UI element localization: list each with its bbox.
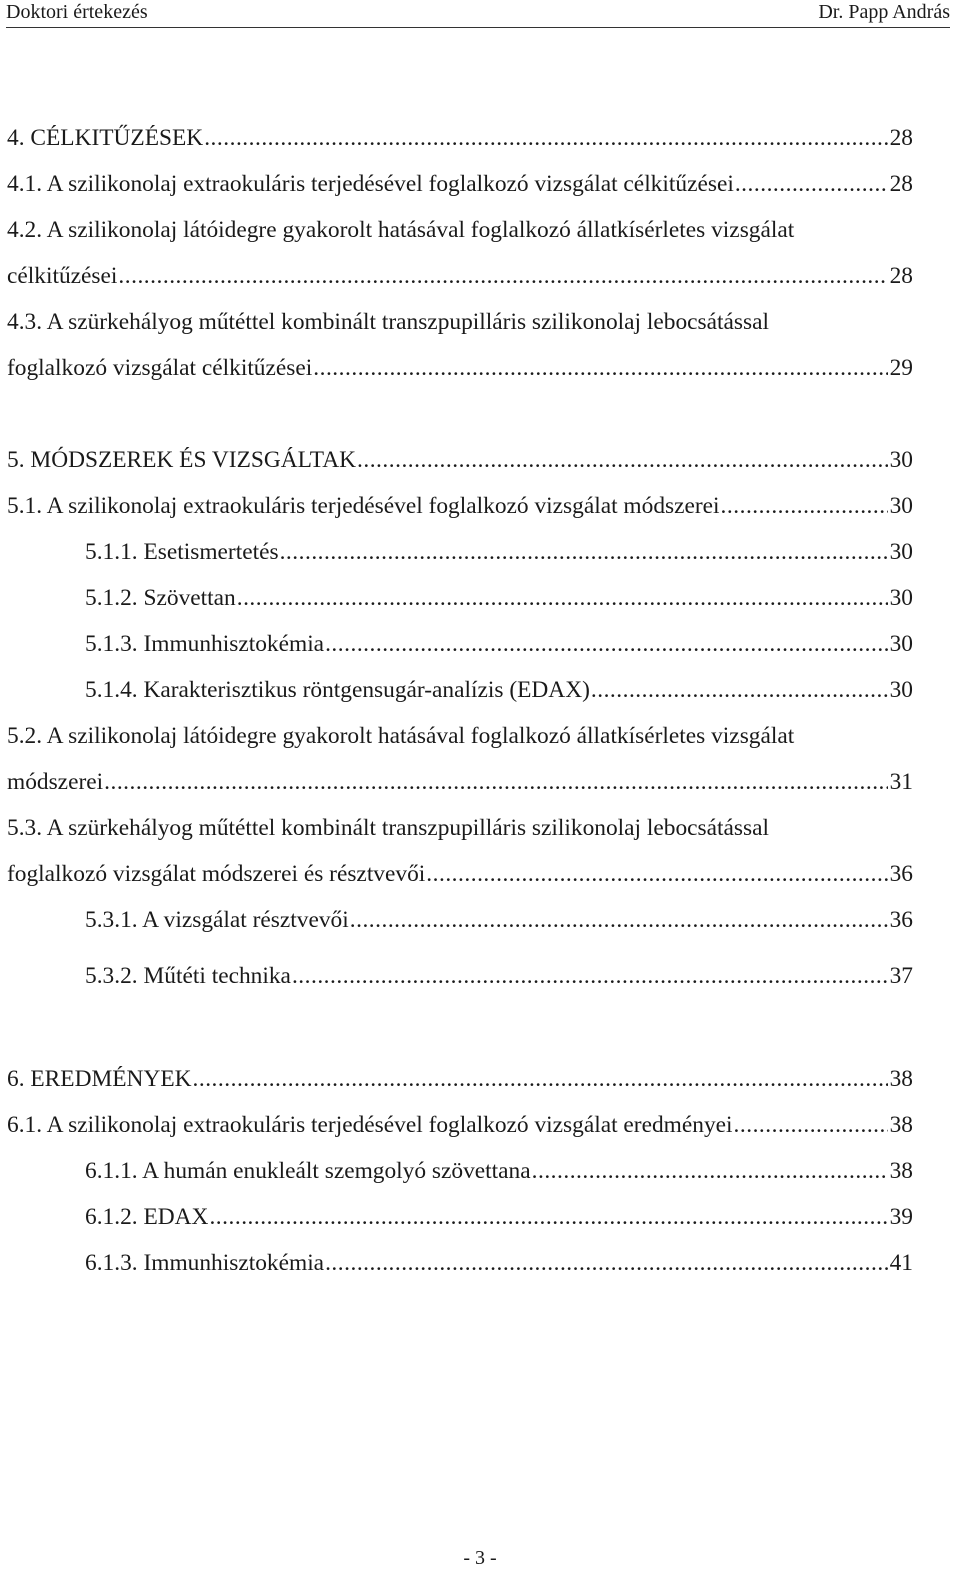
toc-entry-page: 28 — [889, 171, 913, 197]
toc-leader-dots — [292, 961, 888, 991]
toc-entry[interactable] — [85, 905, 913, 935]
toc-entry[interactable] — [85, 583, 913, 613]
toc-entry[interactable] — [7, 859, 913, 889]
toc-entry-page: 30 — [889, 539, 913, 565]
toc-entry-title: foglalkozó vizsgálat célkitűzései — [7, 355, 313, 381]
toc-entry[interactable] — [7, 169, 913, 199]
toc-entry[interactable] — [85, 1202, 913, 1232]
toc-entry-page: 30 — [889, 447, 913, 473]
toc-leader-dots — [426, 859, 887, 889]
toc-entry-title: 5.1.4. Karakterisztikus röntgensugár-analízis (EDAX) — [85, 677, 590, 703]
toc-entry[interactable] — [7, 261, 913, 291]
toc-entry-page: 31 — [889, 769, 913, 795]
toc-entry[interactable] — [85, 961, 913, 991]
toc-entry-title: 6.1. A szilikonolaj extraokuláris terjedésével foglalkozó vizsgálat eredményei — [7, 1112, 733, 1138]
toc-leader-dots — [193, 1064, 888, 1094]
toc-entry-title: 5.3.1. A vizsgálat résztvevői — [85, 907, 349, 933]
toc-entry-title: 5.1.2. Szövettan — [85, 585, 236, 611]
toc-entry-page: 38 — [889, 1158, 913, 1184]
toc-entry-title[interactable]: 5.3. A szürkehályog műtéttel kombinált transzpupilláris szilikonolaj lebocsátással — [7, 815, 769, 841]
toc-entry-title: 6. EREDMÉNYEK — [7, 1066, 192, 1092]
toc-entry-title: foglalkozó vizsgálat módszerei és résztvevői — [7, 861, 426, 887]
toc-entry-title: 5.1.1. Esetismertetés — [85, 539, 279, 565]
toc-entry-title: 6.1.2. EDAX — [85, 1204, 209, 1230]
toc-entry-page: 28 — [889, 263, 913, 289]
toc-leader-dots — [104, 767, 887, 797]
toc-leader-dots — [313, 353, 887, 383]
toc-entry[interactable] — [85, 537, 913, 567]
toc-entry[interactable] — [7, 1064, 913, 1094]
header-title: Doktori értekezés — [6, 1, 148, 23]
toc-entry-page: 38 — [889, 1112, 913, 1138]
toc-entry[interactable] — [7, 445, 913, 475]
toc-leader-dots — [532, 1156, 888, 1186]
header-author: Dr. Papp András — [818, 1, 950, 23]
toc-leader-dots — [280, 537, 888, 567]
toc-leader-dots — [325, 629, 888, 659]
toc-entry-page: 30 — [889, 585, 913, 611]
toc-entry-title: 6.1.1. A humán enukleált szemgolyó szövettana — [85, 1158, 531, 1184]
toc-entry-page: 38 — [889, 1066, 913, 1092]
toc-leader-dots — [721, 491, 888, 521]
toc-entry-title: 6.1.3. Immunhisztokémia — [85, 1250, 325, 1276]
toc-leader-dots — [204, 123, 887, 153]
toc-entry-title: 5.1. A szilikonolaj extraokuláris terjedésével foglalkozó vizsgálat módszerei — [7, 493, 720, 519]
toc-entry-page: 30 — [889, 631, 913, 657]
toc-leader-dots — [118, 261, 887, 291]
toc-leader-dots — [209, 1202, 887, 1232]
toc-entry-page: 39 — [889, 1204, 913, 1230]
toc-entry[interactable] — [85, 1248, 913, 1278]
toc-entry[interactable] — [85, 1156, 913, 1186]
toc-entry-title: 5.3.2. Műtéti technika — [85, 963, 291, 989]
toc-entry-page: 41 — [889, 1250, 913, 1276]
toc-leader-dots — [591, 675, 888, 705]
toc-entry[interactable] — [7, 491, 913, 521]
toc-entry[interactable] — [85, 629, 913, 659]
toc-entry[interactable] — [7, 1110, 913, 1140]
toc-entry-page: 36 — [889, 907, 913, 933]
toc-leader-dots — [735, 169, 888, 199]
toc-entry-title[interactable]: 4.2. A szilikonolaj látóidegre gyakorolt hatásával foglalkozó állatkísérletes vizsgálat — [7, 217, 795, 243]
toc-leader-dots — [350, 905, 888, 935]
toc-entry-title: 5.1.3. Immunhisztokémia — [85, 631, 325, 657]
toc-entry-title: 4. CÉLKITŰZÉSEK — [7, 125, 204, 151]
toc-entry-page: 36 — [889, 861, 913, 887]
toc-entry-page: 37 — [889, 963, 913, 989]
toc-entry-page: 29 — [889, 355, 913, 381]
toc-entry[interactable] — [7, 767, 913, 797]
toc-entry-page: 28 — [889, 125, 913, 151]
toc-entry-title: módszerei — [7, 769, 104, 795]
toc-entry[interactable] — [7, 353, 913, 383]
toc-leader-dots — [734, 1110, 888, 1140]
page-number: - 3 - — [463, 1547, 497, 1569]
toc-leader-dots — [237, 583, 888, 613]
toc-leader-dots — [325, 1248, 888, 1278]
toc-entry[interactable] — [7, 123, 913, 153]
page-header — [6, 0, 950, 28]
toc-entry-title: 4.1. A szilikonolaj extraokuláris terjedésével foglalkozó vizsgálat célkitűzései — [7, 171, 734, 197]
toc-entry-page: 30 — [889, 493, 913, 519]
toc-entry-title: 5. MÓDSZEREK ÉS VIZSGÁLTAK — [7, 447, 357, 473]
toc-entry-title: célkitűzései — [7, 263, 118, 289]
toc-leader-dots — [357, 445, 888, 475]
toc-entry[interactable] — [85, 675, 913, 705]
toc-entry-title[interactable]: 4.3. A szürkehályog műtéttel kombinált transzpupilláris szilikonolaj lebocsátással — [7, 309, 769, 335]
toc-entry-title[interactable]: 5.2. A szilikonolaj látóidegre gyakorolt hatásával foglalkozó állatkísérletes vizsgálat — [7, 723, 795, 749]
toc-entry-page: 30 — [889, 677, 913, 703]
